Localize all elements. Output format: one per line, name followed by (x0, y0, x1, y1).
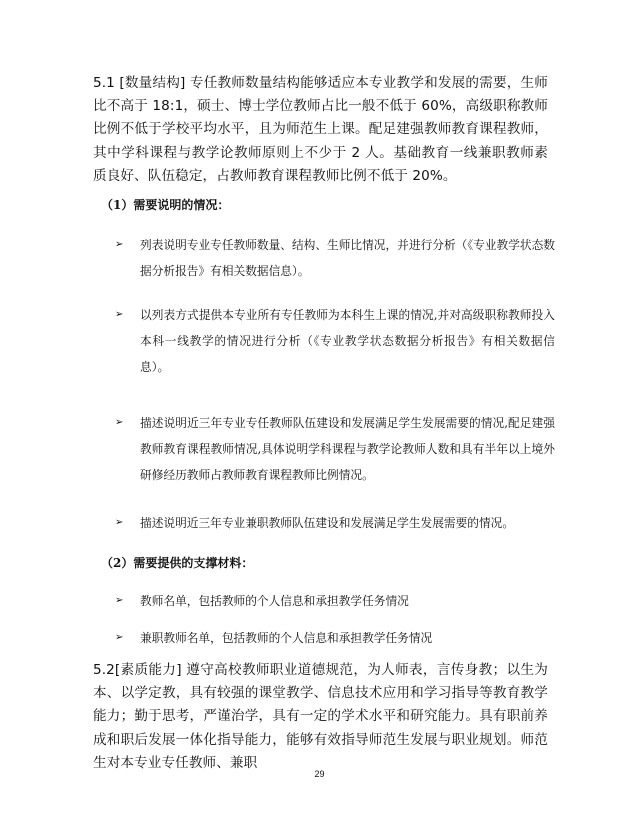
page-number: 29 (314, 769, 325, 779)
materials-item-1 (115, 588, 555, 614)
explain-item-4 (115, 510, 555, 536)
materials-item-text: 教师名单，包括教师的个人信息和承担教学任务情况 (140, 594, 409, 608)
explain-item-3 (115, 410, 555, 488)
bullet-arrow-icon: ➢ (115, 595, 124, 606)
materials-heading: （2）需要提供的支撑材料： (101, 556, 254, 570)
explain-item-text: 描述说明近三年专业兼职教师队伍建设和发展满足学生发展需要的情况。 (140, 516, 515, 530)
section-5-1-paragraph: 5.1 [数量结构] 专任教师数量结构能够适应本专业教学和发展的需要，生师比不高于 18:1，硕士、博士学位教师占比一般不低于 60%，高级职称教师比例不低于学校平均水平，且为师范生上课。配足建强教师教育课程教师，其中学科课程与教学论教师原则上不少于 2 人。基础教育一线兼职教师素质良好、队伍稳定，占教师教育课程教师比例不低于 20%。 (93, 75, 548, 184)
bullet-arrow-icon: ➢ (115, 517, 124, 528)
explain-heading: （1）需要说明的情况： (101, 198, 230, 212)
explain-item-2 (115, 302, 555, 380)
section-5-2-paragraph: 5.2[素质能力] 遵守高校教师职业道德规范，为人师表，言传身教；以生为本、以学定教，具有较强的课堂教学、信息技术应用和学习指导等教育教学能力；勤于思考，严谨治学，具有一定的学术水平和研究能力。具有职前养成和职后发展一体化指导能力，能够有效指导师范生发展与职业规划。师范生对本专业专任教师、兼职 (93, 662, 548, 771)
bullet-arrow-icon: ➢ (115, 417, 124, 428)
materials-item-text: 兼职教师名单，包括教师的个人信息和承担教学任务情况 (140, 631, 433, 645)
materials-item-2 (115, 625, 555, 651)
bullet-arrow-icon: ➢ (115, 632, 124, 643)
explain-item-text: 列表说明专业专任教师数量、结构、生师比情况，并进行分析（《专业教学状态数据分析报告》有相关数据信息）。 (140, 238, 555, 278)
explain-item-1 (115, 232, 555, 284)
bullet-arrow-icon: ➢ (115, 309, 124, 320)
explain-item-text: 以列表方式提供本专业所有专任教师为本科生上课的情况,并对高级职称教师投入本科一线教学的情况进行分析（《专业教学状态数据分析报告》有相关数据信息）。 (140, 308, 555, 374)
bullet-arrow-icon: ➢ (115, 239, 124, 250)
explain-item-text: 描述说明近三年专业专任教师队伍建设和发展满足学生发展需要的情况,配足建强教师教育课程教师情况,具体说明学科课程与教学论教师人数和具有半年以上境外研修经历教师占教师教育课程教师比例情况。 (140, 416, 555, 482)
